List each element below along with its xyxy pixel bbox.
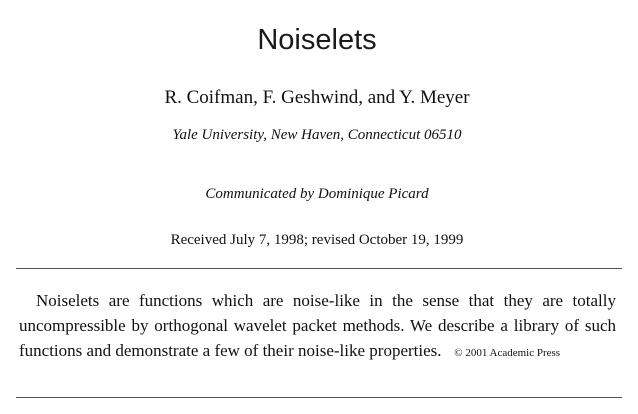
abstract xyxy=(19,288,616,366)
received-dates: Received July 7, 1998; revised October 19, 1999 xyxy=(170,232,464,248)
top-divider xyxy=(16,268,622,269)
author-affiliation: Yale University, New Haven, Connecticut 06510 xyxy=(172,127,462,143)
paper-title: Noiselets xyxy=(257,24,377,56)
paper-authors: R. Coifman, F. Geshwind, and Y. Meyer xyxy=(164,87,470,108)
copyright-notice: © 2001 Academic Press xyxy=(454,347,561,359)
abstract-text: Noiselets are functions which are noise-like in the sense that they are totally uncompressible by orthogonal wavelet packet methods. We describe a library of such functions and demonstrate a few of their noise-like properties. xyxy=(19,291,616,360)
bottom-divider xyxy=(16,397,622,398)
communicated-by: Communicated by Dominique Picard xyxy=(205,186,429,202)
